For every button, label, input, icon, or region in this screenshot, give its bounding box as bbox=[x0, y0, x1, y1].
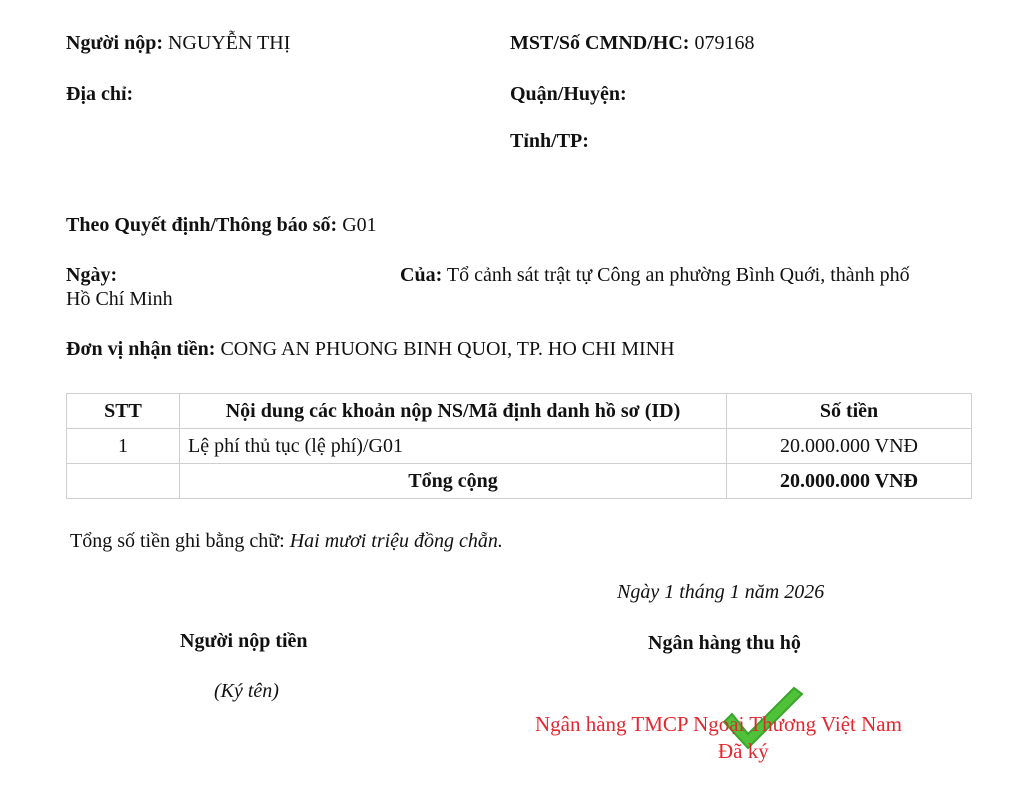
district-line bbox=[510, 83, 627, 106]
header-amount: Số tiền bbox=[727, 394, 972, 429]
header-content: Nội dung các khoản nộp NS/Mã định danh hồ sơ (ID) bbox=[180, 394, 727, 429]
bank-signature-name: Ngân hàng TMCP Ngoại Thương Việt Nam bbox=[535, 712, 902, 736]
payer-address-line bbox=[66, 83, 133, 106]
tax-id-line bbox=[510, 32, 754, 55]
decision-label: Theo Quyết định/Thông báo số: bbox=[66, 214, 338, 236]
decision-issuer-line bbox=[400, 264, 910, 287]
decision-date-label: Ngày: bbox=[66, 264, 118, 286]
payer-address-label: Địa chỉ: bbox=[66, 83, 134, 105]
province-label: Tỉnh/TP: bbox=[510, 130, 589, 152]
payer-signature-title: Người nộp tiền bbox=[180, 630, 308, 652]
recipient-label: Đơn vị nhận tiền: bbox=[66, 338, 216, 360]
document-date: Ngày 1 tháng 1 năm 2026 bbox=[617, 581, 825, 603]
district-label: Quận/Huyện: bbox=[510, 83, 627, 105]
payer-name-line bbox=[66, 32, 290, 55]
payer-name-value: NGUYỄN THỊ bbox=[167, 32, 291, 54]
recipient-line bbox=[66, 338, 675, 361]
recipient-value: CONG AN PHUONG BINH QUOI, TP. HO CHI MINH bbox=[220, 338, 675, 360]
fee-table bbox=[66, 393, 972, 499]
decision-value: G01 bbox=[342, 214, 377, 236]
decision-issuer-continuation: Hồ Chí Minh bbox=[66, 288, 173, 310]
amount-in-words-line bbox=[70, 530, 503, 553]
total-empty-cell bbox=[67, 464, 180, 499]
total-label: Tổng cộng bbox=[180, 464, 727, 499]
province-line bbox=[510, 130, 589, 153]
payer-name-label: Người nộp: bbox=[66, 32, 163, 54]
amount-in-words-label: Tổng số tiền ghi bằng chữ: bbox=[70, 530, 285, 552]
total-amount: 20.000.000 VNĐ bbox=[727, 464, 972, 499]
table-header-row bbox=[67, 394, 972, 429]
bank-signature-title: Ngân hàng thu hộ bbox=[648, 632, 801, 654]
amount-in-words-value: Hai mươi triệu đồng chẵn. bbox=[289, 530, 503, 552]
table-row bbox=[67, 429, 972, 464]
decision-issuer-value: Tổ cảnh sát trật tự Công an phường Bình Quới, thành phố bbox=[446, 264, 910, 286]
decision-issuer-label: Của: bbox=[400, 264, 443, 286]
row-stt: 1 bbox=[67, 429, 180, 464]
row-content: Lệ phí thủ tục (lệ phí)/G01 bbox=[180, 429, 727, 464]
row-amount: 20.000.000 VNĐ bbox=[727, 429, 972, 464]
header-stt: STT bbox=[67, 394, 180, 429]
table-total-row bbox=[67, 464, 972, 499]
tax-id-label: MST/Số CMND/HC: bbox=[510, 32, 690, 54]
decision-line bbox=[66, 214, 377, 237]
payer-signature-note: (Ký tên) bbox=[214, 680, 279, 702]
tax-id-value: 079168 bbox=[694, 32, 755, 54]
bank-signed-status: Đã ký bbox=[718, 739, 769, 763]
